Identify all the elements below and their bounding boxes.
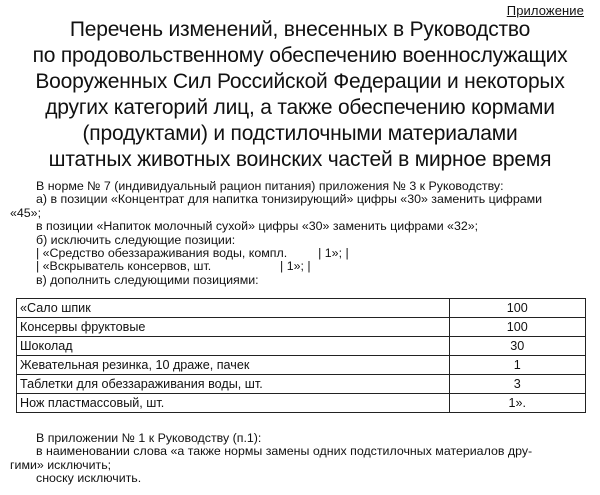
table-row [17, 356, 586, 375]
intro-line: В норме № 7 (индивидуальный рацион питания) приложения № 3 к Руководству: [36, 179, 504, 193]
intro-line: в позиции «Напиток молочный сухой» цифры «30» заменить цифрами «32»; [36, 219, 479, 234]
intro-line: | «Средство обеззараживания воды, компл. | 1»; | [36, 246, 349, 261]
item-name: «Сало шпик [17, 299, 450, 318]
title-line: Перечень изменений, внесенных в Руководство [69, 18, 531, 41]
document-title [4, 17, 596, 173]
item-name: Таблетки для обеззараживания воды, шт. [17, 375, 450, 394]
item-name: Жевательная резинка, 10 драже, пачек [17, 356, 450, 375]
title-line: по продовольственному обеспечению военнослужащих [32, 44, 568, 67]
title-line: Вооруженных Сил Российской Федерации и некоторых [35, 70, 565, 93]
intro-paragraph [10, 180, 594, 287]
item-qty: 30 [449, 337, 586, 356]
closing-line: гими» исключить; [10, 457, 112, 472]
item-name: Нож пластмассовый, шт. [17, 394, 450, 413]
item-qty: 100 [449, 299, 586, 318]
closing-line: сноску исключить. [36, 471, 142, 486]
table-row [17, 299, 586, 318]
title-line: штатных животных воинских частей в мирное время [48, 148, 552, 171]
item-qty: 1». [449, 394, 586, 413]
item-qty: 100 [449, 318, 586, 337]
additions-table [16, 298, 586, 413]
table-row [17, 318, 586, 337]
appendix-label: Приложение [506, 3, 584, 18]
intro-line: в) дополнить следующими позициями: [36, 272, 259, 287]
intro-line: | «Вскрыватель консервов, шт. | 1»; | [36, 259, 311, 274]
closing-paragraph [10, 432, 594, 486]
intro-line: б) исключить следующие позиции: [36, 232, 236, 247]
table-row [17, 394, 586, 413]
closing-line: в наименовании слова «а также нормы замены одних подстилочных материалов дру- [36, 444, 533, 459]
item-name: Консервы фруктовые [17, 318, 450, 337]
table-row [17, 337, 586, 356]
closing-line: В приложении № 1 к Руководству (п.1): [36, 431, 262, 445]
item-qty: 3 [449, 375, 586, 394]
title-line: (продуктами) и подстилочными материалами [82, 122, 518, 145]
item-name: Шоколад [17, 337, 450, 356]
table-row [17, 375, 586, 394]
item-qty: 1 [449, 356, 586, 375]
intro-line: «45»; [10, 205, 42, 220]
title-line: других категорий лиц, а также обеспечению кормами [45, 96, 555, 119]
intro-line: а) в позиции «Концентрат для напитка тонизирующий» цифры «30» заменить цифрами [36, 192, 543, 207]
